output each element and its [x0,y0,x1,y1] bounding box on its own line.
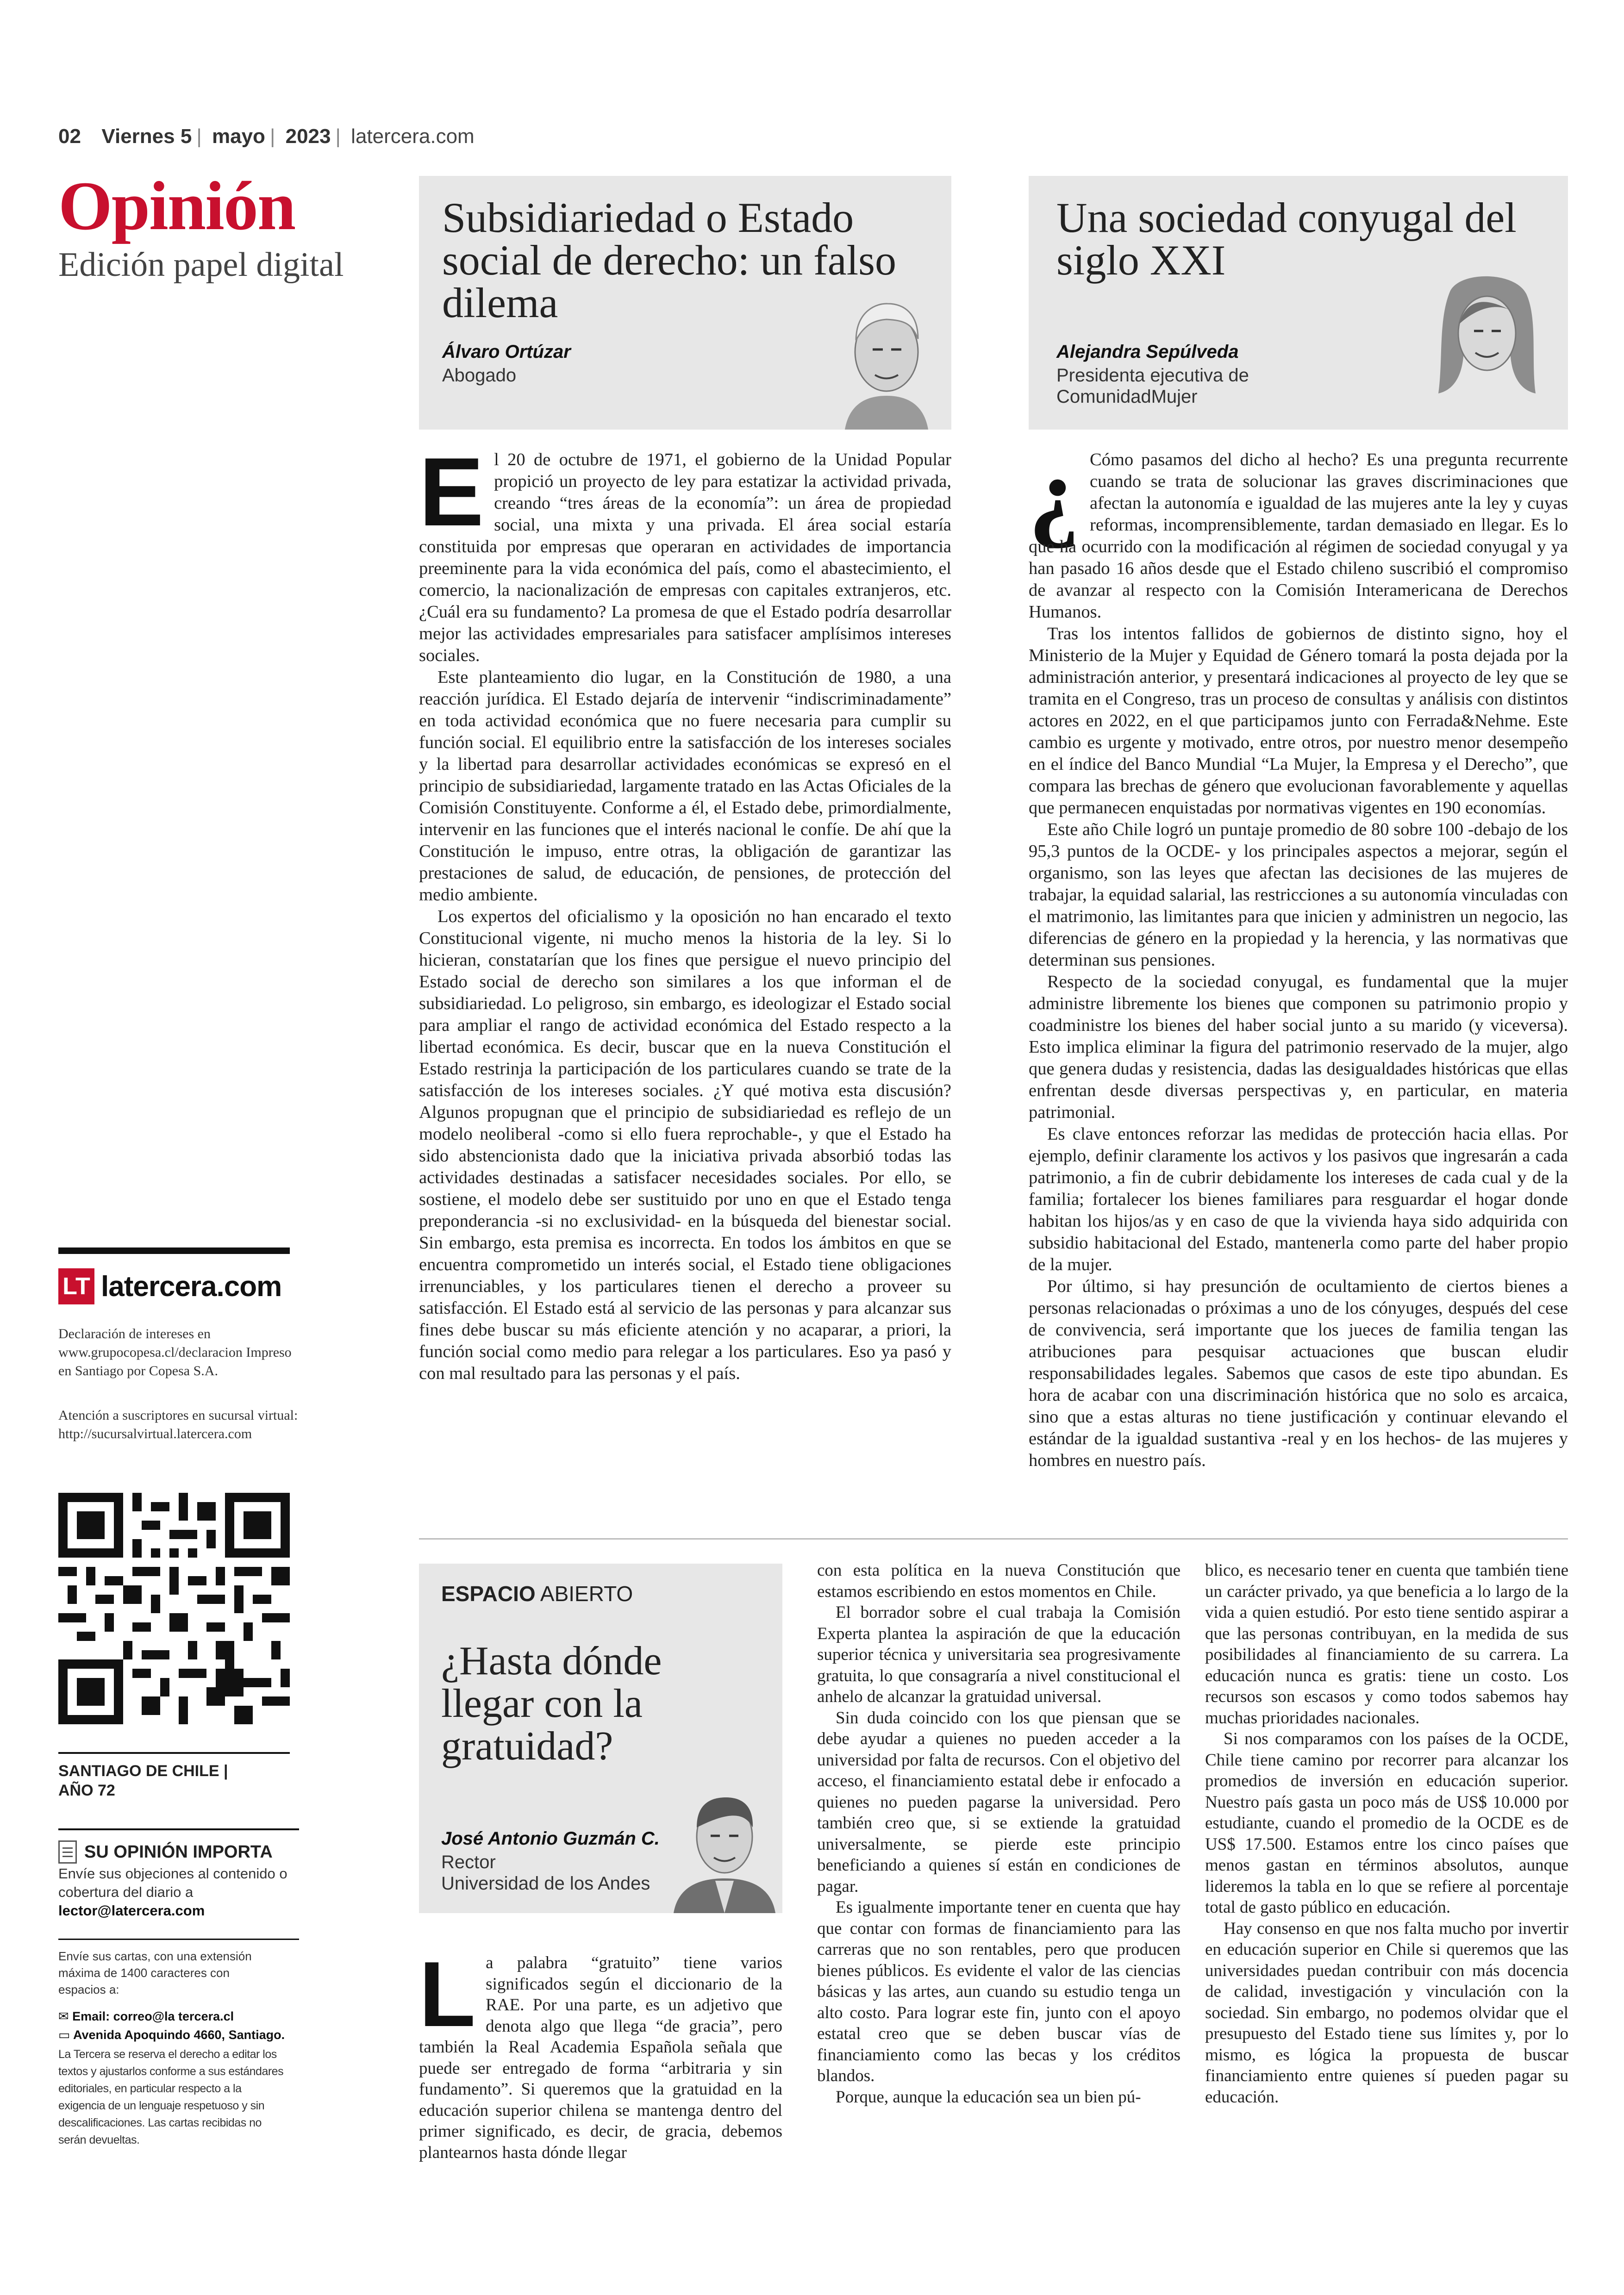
article2-paragraph: Respecto de la sociedad conyugal, es fundamental que la mujer administre libremente los bienes que componen su patrimonio propio y coadministre los bienes del haber social junto a su marido (y viceversa). Esto implica eliminar la figura del patrimonio reservado de la mujer, algo que genera dudas y resistencia, dadas las desigualdades históricas que ellas enfrentan desde diversas perspectivas y, en particular, en materia patrimonial. [1029,972,1568,1122]
espacio-label-bold: ESPACIO [441,1582,536,1606]
qr-code[interactable] [58,1493,290,1724]
latercera-logo[interactable] [58,1268,281,1304]
lt-logo-text: latercera.com [101,1270,282,1303]
envelope-icon: ✉ [58,2009,73,2023]
article3-dropcap: L [419,1943,476,2046]
article1-paragraph: Este planteamiento dio lugar, en la Constitución de 1980, a una reacción jurídica. El Estado dejaría de intervenir “indiscriminadamente” en toda actividad económica que no fuere necesaria para cumplir su función social. El equilibrio entre la satisfacción de los intereses sociales y la libertad para desarrollar actividades económicas se expresó en el principio de subsidiariedad, largamente tratado en las Actas Oficiales de la Comisión Constituyente. Conforme a él, el Estado debe, primordialmente, intervenir en las funciones que el interés nacional le confíe. De ahí que la Constitución le impuso, entre otras, la obligación de garantizar las prestaciones de salud, de educación, de pensiones, de protección del medio ambiente. [419,667,951,904]
declaracion-text: Declaración de intereses en www.grupocopesa.cl/declaracion Impreso en Santiago por Copesa S.A. [58,1326,292,1378]
importa-title: SU OPINIÓN IMPORTA [84,1842,273,1862]
importa-email[interactable]: lector@latercera.com [58,1902,205,1919]
article3-paragraph: Si nos comparamos con los países de la OCDE, Chile tiene camino por recorrer para alcanzar los promedios de inversión en educación superior. Nuestro país gasta un poco más de US$ 10.000 por estudiante, cuando el promedio de la OCDE es de US$ 17.500. Estamos entre los cinco países que menos gastan en términos absolutos, aunque lideremos la tabla en lo que se refiere al porcentaje total de gasto público en educación. [1205,1729,1568,1917]
article1-dropcap: E [419,437,484,546]
article2-paragraph: Por último, si hay presunción de ocultamiento de ciertos bienes a personas relacionadas o próximas a uno de los cónyuges, después del cese de convivencia, será importante que los jueces de familia tengan las atribuciones para pesquisar actuaciones que buscan eludir responsabilidades legales. Sabemos que casos de este tipo abundan. Es hora de acabar con una discriminación histórica que no solo es arcaica, sino que a estas alturas no tiene justificación y continuar elevando el estándar de la igualdad sustantiva -real y en los hechos- de las mujeres y hombres en nuestro país. [1029,1277,1568,1470]
folio-day: Viernes 5 [101,125,192,148]
article2-body [1029,437,1568,1472]
article2-headline: Una sociedad conyugal del siglo XXI [1056,194,1517,284]
importa-block [58,1865,299,1920]
section-divider [419,1538,1568,1540]
email-line-text: Email: correo@la tercera.cl [72,2009,234,2023]
author-portrait-icon [836,287,937,430]
article2-paragraph: Cómo pasamos del dicho al hecho? Es una pregunta recurrente cuando se trata de solucionar las graves discriminaciones que afectan la autonomía e igualdad de las mujeres ante la ley y cuyas reformas, incomprensiblemente, tardan demasiado en llegar. Es lo que ha ocurrido con la modificación al régimen de sociedad conyugal y ya han pasado 16 años desde que el Estado chileno suscribió el compromiso de avanzar al respecto con la Comisión Interamericana de Derechos Humanos. [1029,450,1568,622]
importa-text: Envíe sus objeciones al contenido o cobertura del diario a [58,1865,287,1900]
article3-paragraph: Es igualmente importante tener en cuenta que hay que contar con formas de financiamiento para las carreras que no son rentables, pero que producen bienes públicos. Es evidente el valor de las ciencias básicas y las artes, aun cuando su estudio tenga un alto costo. Para lograr este fin, junto con el apoyo estatal creo que se deben buscar vías de financiamiento como las becas y los créditos blandos. [817,1898,1181,2085]
email-line[interactable] [58,2007,299,2026]
sidebar-rule [58,1247,290,1254]
article3-paragraph: blico, es necesario tener en cuenta que también tiene un carácter privado, ya que beneficia a lo largo de la vida a quien estudió. Por esto tiene sentido aspirar a que las personas contribuyan, en la medida de sus posibilidades al financiamiento de su carrera. La educación nunca es gratis: tiene un costo. Los recursos son escasos y como todos sabemos hay muchas prioridades nacionales. [1205,1561,1568,1727]
folio-year: 2023 [285,125,331,148]
article3-paragraph: Hay consenso en que nos falta mucho por invertir en educación superior en Chile si queremos que las universidades puedan contribuir con más docencia de calidad, investigación y vinculación con la sociedad. Sin embargo, no podemos olvidar que el presupuesto del Estado tiene sus límites y, por lo mismo, es lógica la propuesta de buscar financiamiento entre quienes sí pueden pagar su educación. [1205,1919,1568,2107]
sidebar-divider [58,1939,299,1940]
article3-column2 [817,1560,1181,2108]
article1-paragraph: l 20 de octubre de 1971, el gobierno de la Unidad Popular propició un proyecto de ley para estatizar la actividad privada, creando “tres áreas de la economía”: un área de propiedad social, una mixta y una privada. El área social estaría constituida por empresas que operaran en actividades de importancia preeminente para la vida económica del país, como el abastecimiento, el comercio, la nacionalización de empresas con capitales extranjeros, etc. ¿Cuál era su fundamento? La promesa de que el Estado podría desarrollar mejor las actividades empresariales para satisfacer amplísimos intereses sociales. [419,450,951,665]
espacio-label-light: ABIERTO [540,1582,633,1606]
article3-role-line2: Universidad de los Andes [441,1873,650,1894]
mailbox-icon: ▭ [58,2028,74,2042]
article3-headline: ¿Hasta dónde llegar con la gratuidad? [441,1639,662,1769]
article3-paragraph: El borrador sobre el cual trabaja la Comisión Experta plantea la aspiración de que la educación superior técnica y universitaria sea progresivamente gratuita, lo que consagraría a nivel constitucional el anhelo de alcanzar la gratuidad universal. [817,1603,1181,1706]
address-line-text: Avenida Apoquindo 4660, Santiago. [73,2028,285,2042]
article2-role: Presidenta ejecutiva de ComunidadMujer [1056,365,1249,407]
cartas-text: Envíe sus cartas, con una extensión máxima de 1400 caracteres con espacios a: [58,1949,252,1996]
article3-paragraph: a palabra “gratuito” tiene varios significados según el diccionario de la RAE. Por una parte, es un adjetivo que denota algo que llega “de gracia”, pero también la Real Academia Española señala que puede ser entregado de forma “arbitraria y sin fundamento”. Si queremos que la gratuidad en la educación superior chilena se mantenga dentro del primer significado, es decir, de gracia, debemos plantearnos hasta dónde llegar [419,1953,782,2162]
author-portrait-icon [1431,273,1543,412]
atencion-text: Atención a suscriptores en sucursal virtual: http://sucursalvirtual.latercera.com [58,1408,298,1441]
article1-role: Abogado [442,365,517,386]
document-icon [58,1840,77,1864]
folio-month: mayo [212,125,265,148]
article2-paragraph: Tras los intentos fallidos de gobiernos de distinto signo, hoy el Ministerio de la Mujer y Equidad de Género tomará la posta dejada por la administración anterior, y presentará indicaciones al proyecto de ley que se tramita en el Congreso, tras un proceso de consultas y análisis con distintos actores en 2022, en el que participamos junto con Ferrada&Nehme. Este cambio es urgente y motivado, entre otros, por nuestro menor desempeño en el índice del Banco Mundial “La Mujer, la Empresa y el Derecho”, que compara las brechas de género que evolucionan favorablemente y aquellas que permanecen enquistadas por normativas vigentes en 190 economías. [1029,624,1568,817]
article1-header [419,176,951,430]
article3-header [419,1564,782,1913]
article1-author: Álvaro Ortúzar [442,342,571,362]
su-opinion-importa-heading [58,1828,299,1864]
address-line [58,2026,299,2044]
article2-paragraph: Este año Chile logró un puntaje promedio de 80 sobre 100 -debajo de los 95,3 puntos de la OCDE- y los principales aspectos a mejorar, según el organismo, son las leyes que afectan las decisiones de las mujeres de trabajar, la equidad salarial, las restricciones a su autonomía vinculadas con el matrimonio, las limitantes para que inicien y administren un negocio, las diferencias de género en la propiedad y la herencia, y las normativas que determinan sus pensiones. [1029,820,1568,970]
city-year-block [58,1752,290,1800]
lt-logo-mark: LT [58,1268,94,1304]
article3-paragraph: Sin duda coincido con los que piensan que se debe ayudar a quienes no pueden acceder a la universidad por falta de recursos. Con el objetivo del acceso, el financiamiento estatal debe ir enfocado a quienes no pueden pagarse la universidad. Pero también creo que, si se extiende la gratuidad universalmente, se pierde este principio beneficiando a quienes sí están en condiciones de pagar. [817,1708,1181,1896]
article3-lead [419,1943,782,2163]
article2-header [1029,176,1568,430]
page-number: 02 [58,125,81,148]
article3-paragraph: con esta política en la nueva Constitución que estamos escribiendo en estos momentos en Chile. [817,1561,1181,1601]
article3-role-line1: Rector [441,1852,496,1872]
article2-dropcap: ¿ [1029,437,1080,549]
article3-column3 [1205,1560,1568,2108]
article3-author: José Antonio Guzmán C. [441,1828,660,1849]
article1-paragraph: Los expertos del oficialismo y la oposición no han encarado el texto Constitucional vigente, ni mucho menos la historia de la ley. Si lo hicieran, constatarían que los fines que persigue el nuevo principio del Estado social de derecho son similares a los que informan el de subsidiariedad. Lo peligroso, sin embargo, es ideologizar el Estado social para ampliar el rango de actividad económica del Estado respecto a la libertad económica. Es decir, buscar que en la nueva Constitución el Estado restrinja la participación de los particulares cuando se trate de la satisfacción de los intereses sociales. ¿Y qué motiva esta discusión? Algunos propugnan que el principio de subsidiariedad es reflejo de un modelo neoliberal -como si ello fuera reprochable-, y que el Estado ha sido abstencionista dado que la iniciativa privada absorbió todas las actividades destinadas a satisfacer necesidades sociales. Por ello, se sostiene, el modelo debe ser sustituido por uno en que el Estado tenga preponderancia -si no exclusividad- en la búsqueda del bienestar social. Sin embargo, esta premisa es incorrecta. En todos los ámbitos en que se encuentra comprometido un interés social, el Estado tiene obligaciones irrenunciables, y los particulares tienen el derecho a proveer su satisfacción. El Estado está al servicio de las personas y para alcanzar sus fines debe buscar su más eficiente atención y no acaparar, a priori, la función social como medio para relegar a los particulares. Eso ya pasó y con mal resultado para las personas y el país. [419,907,951,1383]
folio-site: latercera.com [351,125,475,148]
page-folio: 02 Viernes 5 | mayo | 2023 | latercera.com [58,125,475,148]
year-label: AÑO 72 [58,1782,115,1799]
article1-body [419,437,951,1384]
article3-paragraph: Porque, aunque la educación sea un bien pú- [836,2087,1141,2107]
author-portrait-icon [671,1781,778,1913]
section-title: Opinión [58,168,295,244]
disclaimer-text: La Tercera se reserva el derecho a editar los textos y ajustarlos conforme a sus estándares editoriales, en particular respecto a la exigencia de un lenguaje respetuoso y sin descalificaciones. Las cartas recibidas no serán devueltas. [58,2048,284,2146]
article2-author: Alejandra Sepúlveda [1056,342,1239,362]
espacio-abierto-label [441,1581,633,1606]
article1-headline: Subsidiariedad o Estado social de derecho: un falso dilema [442,194,896,326]
contact-block [58,2007,299,2044]
section-subtitle: Edición papel digital [58,246,344,284]
city-label: SANTIAGO DE CHILE | [58,1762,228,1780]
article2-paragraph: Es clave entonces reforzar las medidas de protección hacia ellas. Por ejemplo, definir claramente los activos y los pasivos que ingresarán a cada patrimonio, a fin de cubrir debidamente los intereses de cada cual y de la familia; fortalecer los bienes familiares para resguardar el hogar donde habitan los hijos/as y en caso de que la vivienda haya sido adquirida con subsidio habitacional del Estado, mantenerla como parte del haber propio de la mujer. [1029,1124,1568,1274]
